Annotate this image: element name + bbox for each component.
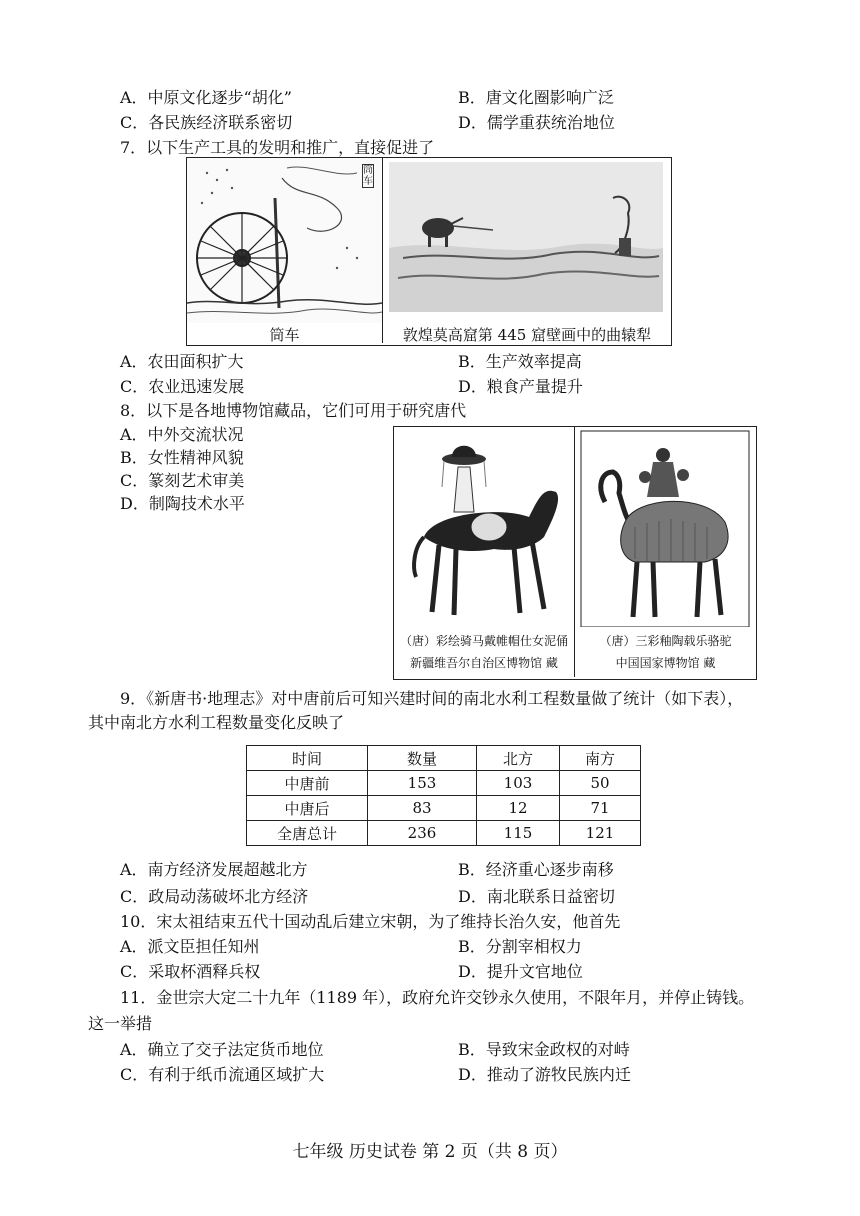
- q11-option-a: A．确立了交子法定货币地位: [120, 1040, 324, 1059]
- q9-option-c: C．政局动荡破坏北方经济: [120, 887, 309, 906]
- q8-stem: 8．以下是各地博物馆藏品，它们可用于研究唐代: [120, 401, 467, 420]
- q10-stem: 10．宋太祖结束五代十国动乱后建立宋朝，为了维持长治久安，他首先: [120, 912, 621, 931]
- table-header-cell: 北方: [477, 746, 560, 771]
- camel-caption-2: 中国国家博物馆 藏: [615, 656, 716, 670]
- q8-figure: [393, 426, 757, 680]
- q10-option-b: B．分割宰相权力: [458, 937, 582, 956]
- horse-rider-caption-1: （唐）彩绘骑马戴帷帽仕女泥俑: [399, 634, 568, 648]
- q9-option-d: D．南北联系日益密切: [458, 887, 615, 906]
- q8-option-c: C．篆刻艺术审美: [120, 471, 245, 490]
- plough-mural-caption: 敦煌莫高窟第 445 窟壁画中的曲辕犁: [402, 326, 652, 343]
- water-wheel-side-label: 筒车: [363, 165, 373, 187]
- table-cell: 103: [477, 771, 560, 796]
- table-header-cell: 南方: [560, 746, 641, 771]
- q8-option-b: B．女性精神风貌: [120, 448, 244, 467]
- q6-option-d: D．儒学重获统治地位: [458, 113, 615, 132]
- table-header-cell: 时间: [247, 746, 368, 771]
- q7-option-d: D．粮食产量提升: [458, 377, 583, 396]
- q8-option-d: D．制陶技术水平: [120, 494, 245, 513]
- table-header-row: [247, 746, 641, 771]
- table-header-cell: 数量: [368, 746, 477, 771]
- camel-caption-1: （唐）三彩釉陶载乐骆驼: [599, 634, 732, 648]
- table-cell: 全唐总计: [247, 821, 368, 846]
- q10-option-d: D．提升文官地位: [458, 962, 583, 981]
- q11-stem-line2: 这一举措: [88, 1014, 153, 1033]
- q7-option-b: B．生产效率提高: [458, 352, 582, 371]
- page-footer: 七年级 历史试卷 第 2 页（共 8 页）: [292, 1142, 568, 1162]
- water-wheel-caption: 筒车: [269, 326, 300, 343]
- table-cell: 236: [368, 821, 477, 846]
- q11-option-c: C．有利于纸币流通区域扩大: [120, 1065, 325, 1084]
- table-row: [247, 771, 641, 796]
- q11-option-b: B．导致宋金政权的对峙: [458, 1040, 630, 1059]
- q8-option-a: A．中外交流状况: [120, 425, 244, 444]
- irrigation-stats-table: [246, 745, 641, 846]
- q7-figure: [186, 157, 672, 346]
- q6-option-b: B．唐文化圈影响广泛: [458, 88, 614, 107]
- q9-option-a: A．南方经济发展超越北方: [120, 860, 308, 879]
- table-cell: 12: [477, 796, 560, 821]
- q11-stem-line1: 11．金世宗大定二十九年（1189 年），政府允许交钞永久使用，不限年月，并停止铸钱。: [120, 988, 755, 1007]
- table-row: [247, 796, 641, 821]
- camel-figurine-image: [575, 427, 756, 677]
- table-cell: 83: [368, 796, 477, 821]
- table-cell: 153: [368, 771, 477, 796]
- table-cell: 71: [560, 796, 641, 821]
- q6-option-c: C．各民族经济联系密切: [120, 113, 293, 132]
- table-cell: 121: [560, 821, 641, 846]
- q9-stem-line2: 其中南北方水利工程数量变化反映了: [88, 713, 345, 732]
- q9-option-b: B．经济重心逐步南移: [458, 860, 614, 879]
- table-cell: 50: [560, 771, 641, 796]
- q6-option-a: A．中原文化逐步“胡化”: [120, 88, 292, 107]
- table-cell: 中唐后: [247, 796, 368, 821]
- plough-mural-image: [383, 158, 671, 343]
- q10-option-a: A．派文臣担任知州: [120, 937, 260, 956]
- q7-option-c: C．农业迅速发展: [120, 377, 245, 396]
- q11-option-d: D．推动了游牧民族内迁: [458, 1065, 631, 1084]
- water-wheel-image: [187, 158, 383, 343]
- table-cell: 115: [477, 821, 560, 846]
- q7-option-a: A．农田面积扩大: [120, 352, 244, 371]
- horse-rider-caption-2: 新疆维吾尔自治区博物馆 藏: [410, 656, 558, 670]
- q10-option-c: C．采取杯酒释兵权: [120, 962, 261, 981]
- q9-stem-line1: 9．《新唐书·地理志》对中唐前后可知兴建时间的南北水利工程数量做了统计（如下表），: [120, 689, 744, 708]
- table-row: [247, 821, 641, 846]
- table-cell: 中唐前: [247, 771, 368, 796]
- horse-rider-figurine-image: [394, 427, 575, 677]
- q7-stem: 7．以下生产工具的发明和推广，直接促进了: [120, 138, 435, 157]
